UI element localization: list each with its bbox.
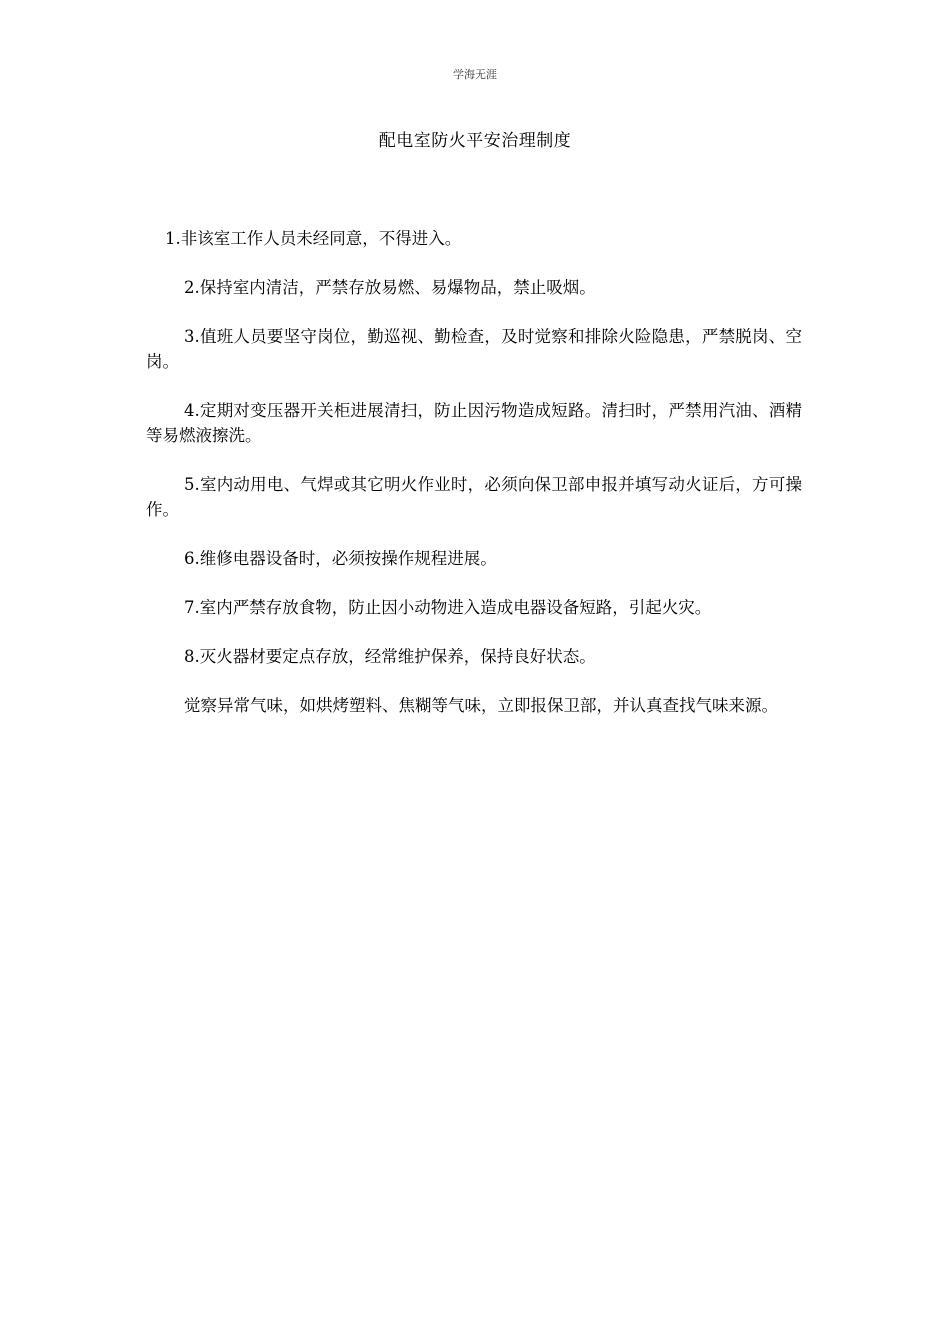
rule-paragraph-5: 5.室内动用电、气焊或其它明火作业时，必须向保卫部申报并填写动火证后，方可操作。 [146,475,802,519]
rule-paragraph-6: 6.维修电器设备时，必须按操作规程进展。 [184,549,497,568]
document-body [146,226,802,742]
rule-paragraph-9: 觉察异常气味，如烘烤塑料、焦糊等气味，立即报保卫部，并认真查找气味来源。 [184,696,778,715]
document-title: 配电室防火平安治理制度 [378,131,572,151]
rule-paragraph-1: 1.非该室工作人员未经同意，不得进入。 [165,229,462,248]
rule-paragraph-2: 2.保持室内清洁，严禁存放易燃、易爆物品，禁止吸烟。 [184,278,596,297]
rule-paragraph-7: 7.室内严禁存放食物，防止因小动物进入造成电器设备短路，引起火灾。 [184,598,712,617]
rule-paragraph-4: 4.定期对变压器开关柜进展清扫，防止因污物造成短路。清扫时，严禁用汽油、酒精等易燃液擦洗。 [146,401,802,445]
rule-paragraph-8: 8.灭火器材要定点存放，经常维护保养，保持良好状态。 [184,647,596,666]
page-header: 学海无涯 [453,68,497,81]
rule-paragraph-3: 3.值班人员要坚守岗位，勤巡视、勤检查，及时觉察和排除火险隐患，严禁脱岗、空岗。 [146,327,802,371]
